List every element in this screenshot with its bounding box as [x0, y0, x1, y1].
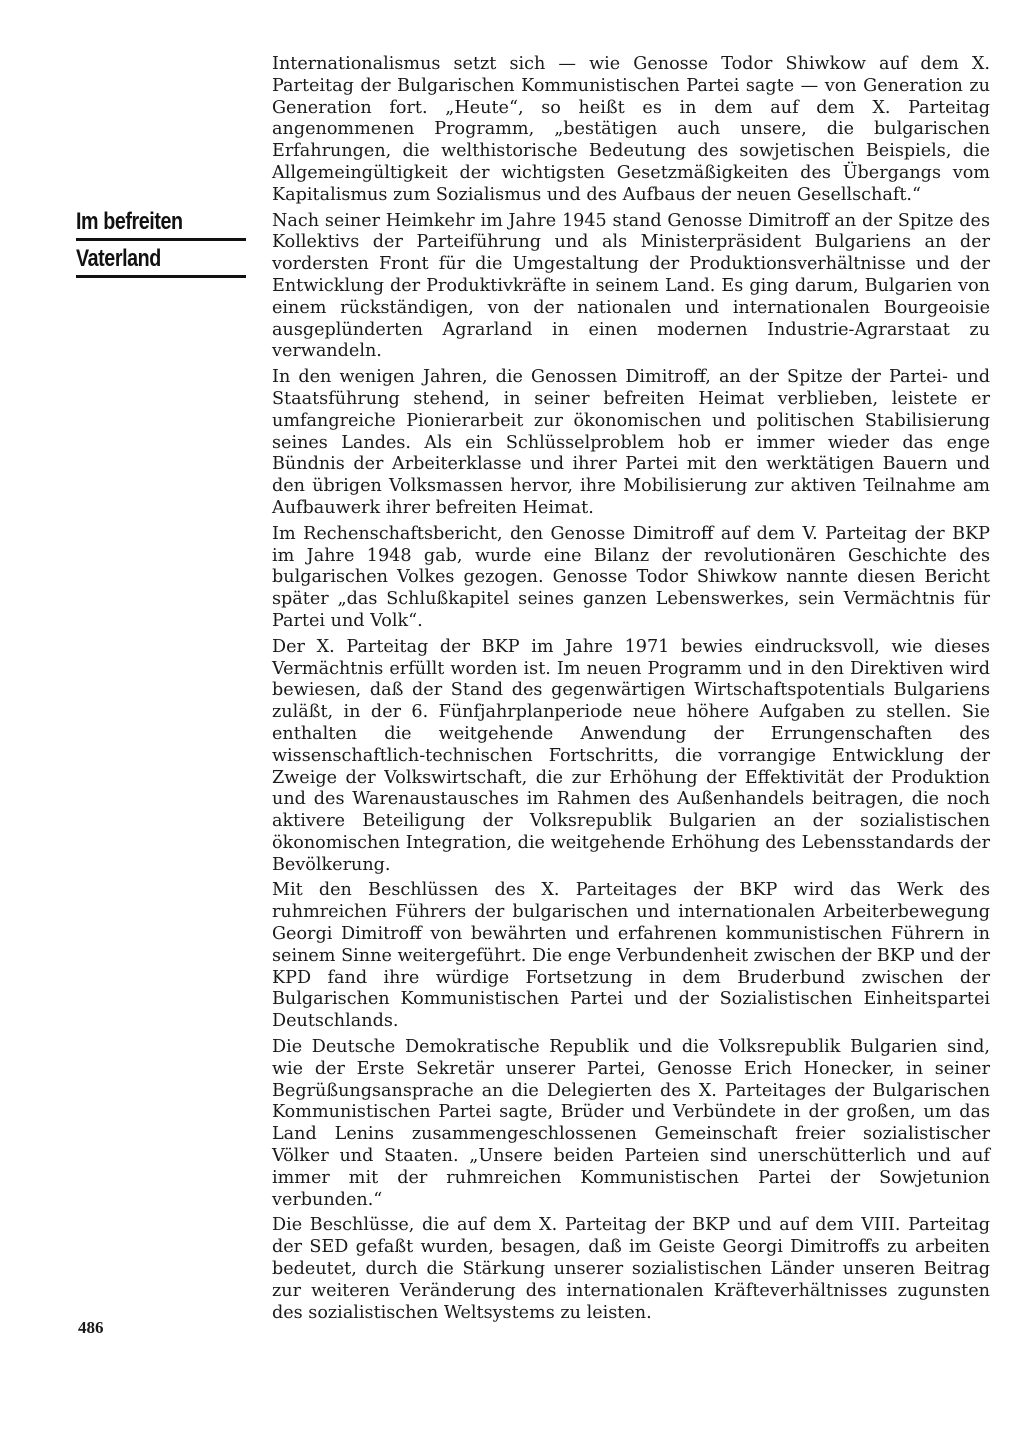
paragraph-5: Der X. Parteitag der BKP im Jahre 1971 bewies eindrucksvoll, wie dieses Vermächtnis erfüllt worden ist. Im neuen Programm und in den Direktiven wird bewiesen, daß der Stand des gegenwärtigen Wirtschaftspotentials Bulgariens zuläßt, in der 6. Fünfjahrplanperiode neue höhere Aufgaben zu stellen. Sie enthalten die weitgehende Anwendung der Errungenschaften des wissenschaftlich-technischen Fortschritts, die vorrangige Entwicklung der Zweige der Volkswirtschaft, die zur Erhöhung der Effektivität der Produktion und des Warenaustausches im Rahmen des Außenhandels beitragen, die noch aktivere Beteiligung der Volksrepublik Bulgarien an der sozialistischen ökonomischen Integration, die weitgehende Erhöhung des Lebensstandards der Bevölkerung.: [272, 636, 990, 875]
paragraph-7: Die Deutsche Demokratische Republik und die Volksrepublik Bulgarien sind, wie der Erste Sekretär unserer Partei, Genosse Erich Honecker, in seiner Begrüßungsansprache an die Delegierten des X. Parteitages der Bulgarischen Kommunistischen Partei sagte, Brüder und Verbündete in der großen, um das Land Lenins zusammengeschlossenen Gemeinschaft freier sozialistischer Völker und Staaten. „Unsere beiden Parteien sind unerschütterlich und auf immer mit der ruhmreichen Kommunistischen Partei der Sowjetunion verbunden.“: [272, 1037, 990, 1210]
paragraph-4: Im Rechenschaftsbericht, den Genosse Dimitroff auf dem V. Parteitag der BKP im Jahre 1948 gab, wurde eine Bilanz der revolutionären Geschichte des bulgarischen Volkes gezogen. Genosse Todor Shiwkow nannte diesen Bericht später „das Schlußkapitel seines ganzen Lebenswerkes, sein Vermächtnis für Partei und Volk“.: [272, 523, 990, 631]
paragraph-2: Nach seiner Heimkehr im Jahre 1945 stand Genosse Dimitroff an der Spitze des Kollektivs der Parteiführung und als Ministerpräsident Bulgariens an der vordersten Front für die Umgestaltung der Produktionsverhältnisse und der Entwicklung der Produktivkräfte in seinem Land. Es ging darum, Bulgarien von einem rückständigen, von der nationalen und internationalen Bourgeoisie ausgeplünderten Agrarland in einen modernen Industrie-Agrarstaat zu verwandeln.: [272, 210, 990, 362]
paragraph-6: Mit den Beschlüssen des X. Parteitages der BKP wird das Werk des ruhmreichen Führers der bulgarischen und internationalen Arbeiterbewegung Georgi Dimitroff von bewährten und erfahrenen kommunistischen Führern in seinem Sinne weitergeführt. Die enge Verbundenheit zwischen der BKP und der KPD fand ihre würdige Fortsetzung in dem Bruderbund zwischen der Bulgarischen Kommunistischen Partei und der Sozialistischen Einheitspartei Deutschlands.: [272, 880, 990, 1032]
section-heading: [76, 208, 248, 282]
paragraph-8: Die Beschlüsse, die auf dem X. Parteitag der BKP und auf dem VIII. Parteitag der SED gefaßt wurden, besagen, daß im Geiste Georgi Dimitroffs zu arbeiten bedeutet, durch die Stärkung unserer sozialistischen Länder unseren Beitrag zur weiteren Veränderung des internationalen Kräfteverhältnisses zugunsten des sozialistischen Weltsystems zu leisten.: [272, 1215, 990, 1323]
section-heading-line-2: Vaterland: [76, 245, 161, 272]
heading-rule-1: [76, 238, 246, 241]
page-number: 486: [78, 1318, 104, 1337]
body-text-column: [272, 54, 990, 1328]
section-heading-line-1: Im befreiten: [76, 208, 183, 235]
paragraph-3: In den wenigen Jahren, die Genossen Dimitroff, an der Spitze der Partei- und Staatsführung stehend, in seiner befreiten Heimat verblieben, leistete er umfangreiche Pionierarbeit zur ökonomischen und politischen Stabilisierung seines Landes. Als ein Schlüsselproblem hob er immer wieder das enge Bündnis der Arbeiterklasse und ihrer Partei mit den werktätigen Bauern und den übrigen Volksmassen hervor, ihre Mobilisierung zur aktiven Teilnahme am Aufbauwerk ihrer befreiten Heimat.: [272, 367, 990, 518]
heading-rule-2: [76, 275, 246, 278]
paragraph-1: Internationalismus setzt sich — wie Genosse Todor Shiwkow auf dem X. Parteitag der Bulgarischen Kommunistischen Partei sagte — von Generation zu Generation fort. „Heute“, so heißt es in dem auf dem X. Parteitag angenommenen Programm, „bestätigen auch unsere, die bulgarischen Erfahrungen, die welthistorische Bedeutung des sowjetischen Beispiels, die Allgemeingültigkeit der wichtigsten Gesetzmäßigkeiten des Übergangs vom Kapitalismus zum Sozialismus und des Aufbaus der neuen Gesellschaft.“: [272, 54, 990, 205]
